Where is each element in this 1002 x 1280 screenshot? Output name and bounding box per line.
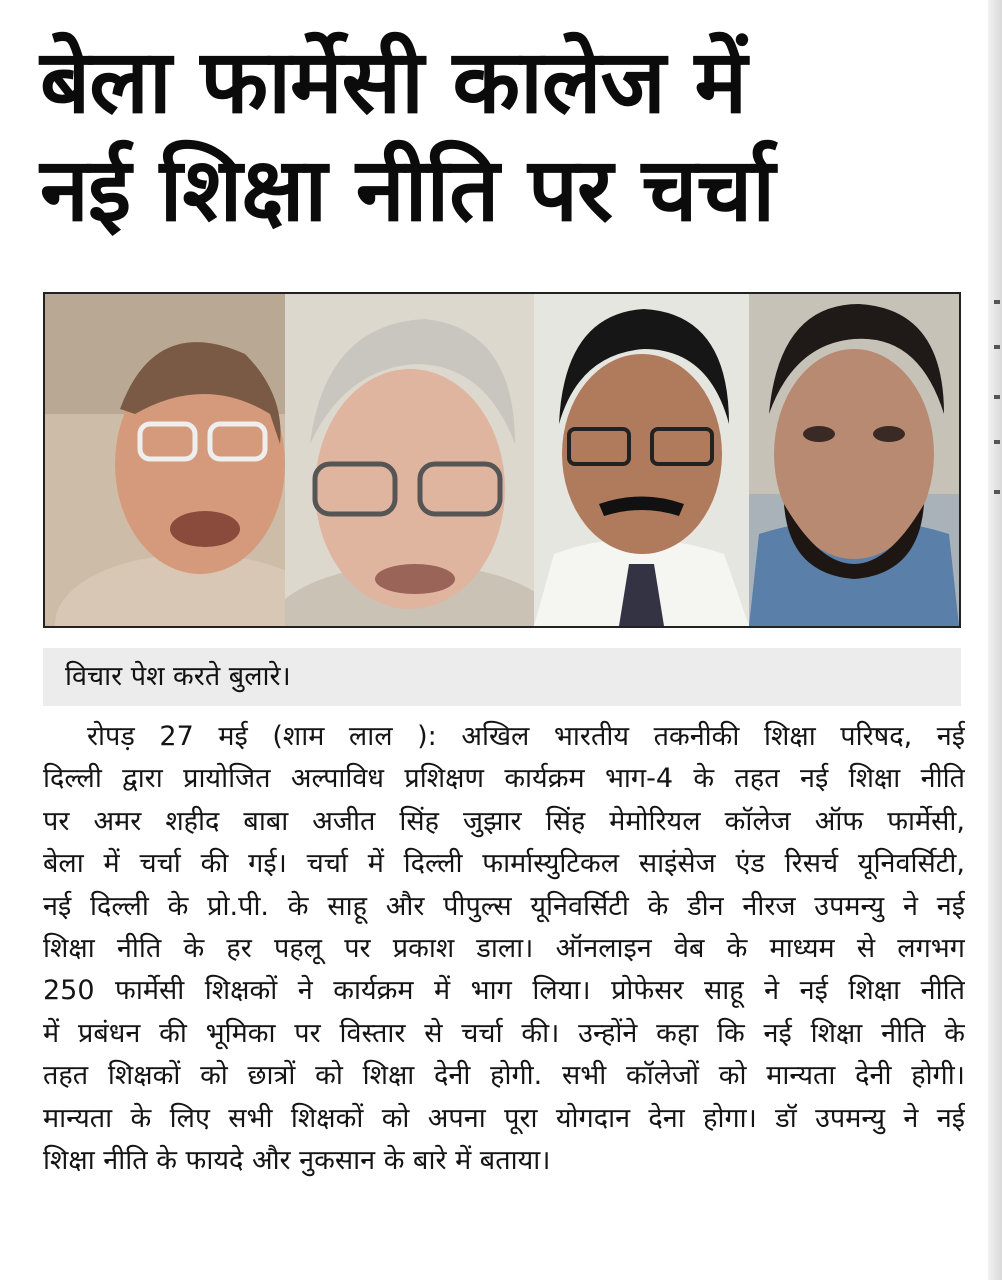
- article-line: शिक्षा नीति के हर पहलू पर प्रकाश डाला। ऑनलाइन वेब के माध्यम से लगभग: [43, 933, 965, 965]
- article-line: 250 फार्मेसी शिक्षकों ने कार्यक्रम में भाग लिया। प्रोफेसर साहू ने नई शिक्षा नीति: [43, 975, 965, 1007]
- page-edge: [988, 0, 1002, 1280]
- article-line: तहत शिक्षकों को छात्रों को शिक्षा देनी होगी. सभी कॉलेजों को मान्यता देनी होगी।: [43, 1060, 965, 1092]
- article-line: में प्रबंधन की भूमिका पर विस्तार से चर्चा की। उन्होंने कहा कि नई शिक्षा नीति के: [43, 1017, 965, 1049]
- article-line: दिल्ली द्वारा प्रायोजित अल्पाविध प्रशिक्षण कार्यक्रम भाग-4 के तहत नई शिक्षा नीति: [43, 763, 965, 795]
- article-body: [43, 716, 965, 1182]
- headline-line-2: नई शिक्षा नीति पर चर्चा: [40, 138, 775, 241]
- speaker-photo-1: [45, 294, 285, 626]
- article-line: रोपड़ 27 मई (शाम लाल ): अखिल भारतीय तकनीकी शिक्षा परिषद, नई: [87, 721, 965, 752]
- speaker-photo-4: [749, 294, 959, 626]
- article-line: मान्यता के लिए सभी शिक्षकों को अपना पूरा योगदान देना होगा। डॉ उपमन्यु ने नई: [43, 1102, 965, 1134]
- article-line: पर अमर शहीद बाबा अजीत सिंह जुझार सिंह मेमोरियल कॉलेज ऑफ फार्मेसी,: [43, 805, 965, 837]
- speaker-photo-2: [285, 294, 534, 626]
- headline: [40, 28, 960, 244]
- speaker-photo-3: [534, 294, 749, 626]
- article-line: बेला में चर्चा की गई। चर्चा में दिल्ली फार्मास्युटिकल साइंसेज एंड रिसर्च यूनिवर्सिटी,: [43, 848, 965, 880]
- article-line: नई दिल्ली के प्रो.पी. के साहू और पीपुल्स यूनिवर्सिटी के डीन नीरज उपमन्यु ने नई: [43, 890, 965, 922]
- headline-line-1: बेला फार्मेसी कालेज में: [40, 30, 747, 133]
- photo-caption: विचार पेश करते बुलारे।: [43, 648, 961, 706]
- speaker-photo-strip: [43, 292, 961, 628]
- article-line: शिक्षा नीति के फायदे और नुकसान के बारे में बताया।: [43, 1145, 551, 1177]
